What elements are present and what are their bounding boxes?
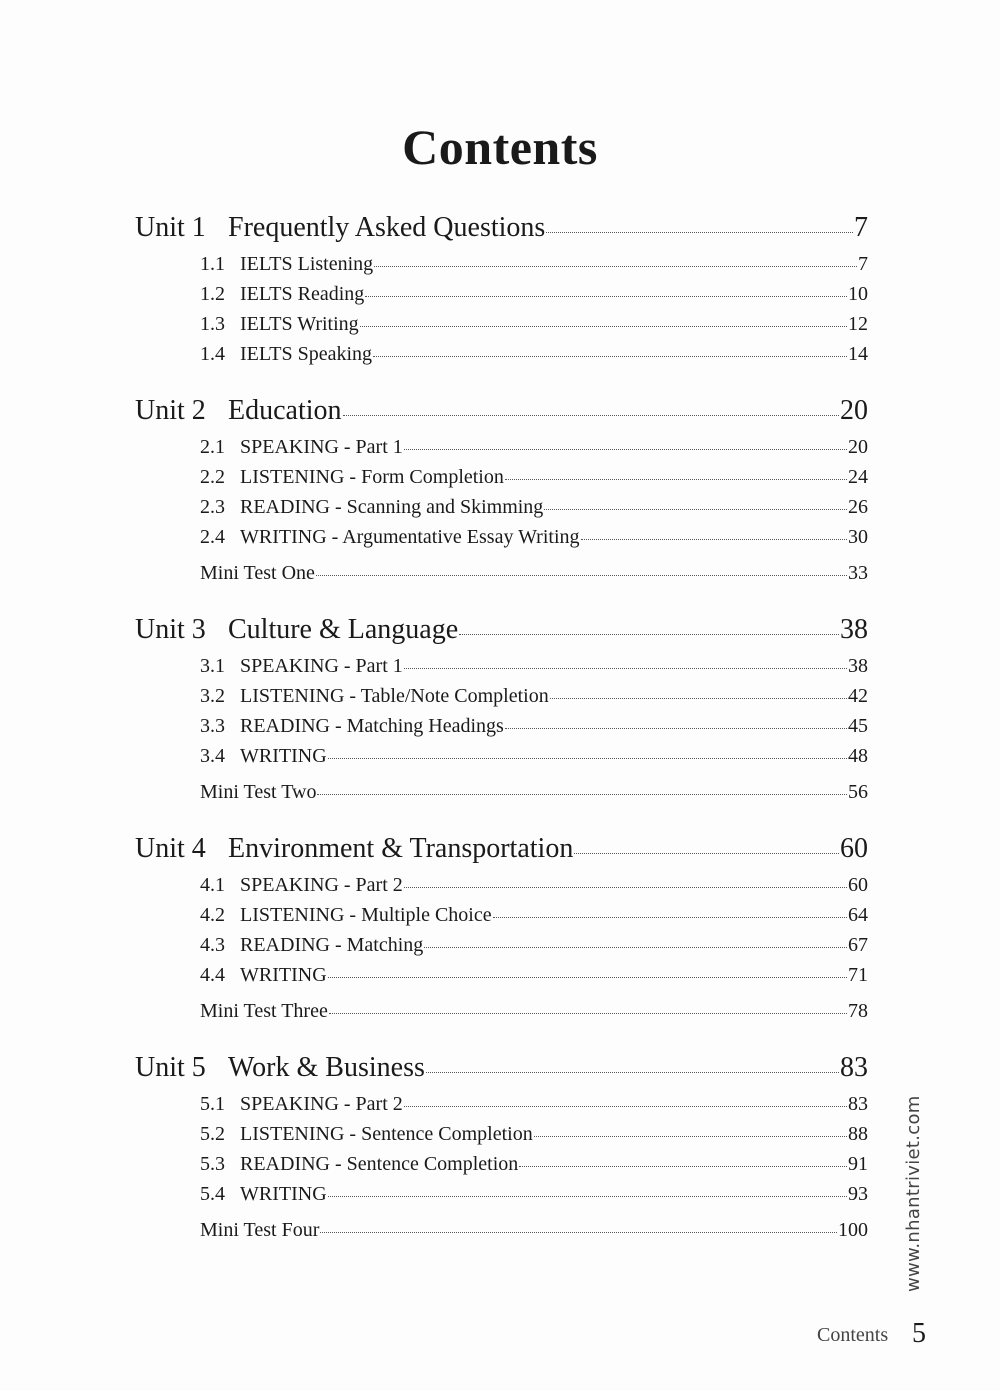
toc-entry[interactable] [200,466,868,496]
page-number: 67 [848,934,868,956]
dot-leader [343,415,839,416]
section-number: 1.3 [200,313,225,335]
toc-entry[interactable] [200,904,868,934]
page-number: 38 [848,655,868,677]
section-title: LISTENING - Table/Note Completion [240,685,549,707]
section-number: 3.2 [200,685,225,707]
unit-heading[interactable] [135,395,868,436]
unit-4 [135,833,868,1030]
dot-leader [534,1136,847,1137]
section-title: WRITING [240,1183,327,1205]
unit-heading[interactable] [135,614,868,655]
section-title: READING - Scanning and Skimming [240,496,544,518]
unit-number: Unit 5 [135,1052,206,1083]
toc-entry[interactable] [200,1153,868,1183]
dot-leader [550,698,847,699]
toc-entry[interactable] [200,874,868,904]
unit-2 [135,395,868,592]
dot-leader [493,917,847,918]
section-number: 4.2 [200,904,225,926]
mini-test-title: Mini Test One [200,562,315,584]
section-number: 2.3 [200,496,225,518]
page-number: 78 [848,1000,868,1022]
page-number: 93 [848,1183,868,1205]
section-title: SPEAKING - Part 2 [240,1093,403,1115]
mini-test-title: Mini Test Four [200,1219,320,1241]
dot-leader [505,728,847,729]
section-title: IELTS Reading [240,283,365,305]
unit-title: Environment & Transportation [228,833,574,864]
unit-title: Education [228,395,342,426]
section-title: SPEAKING - Part 2 [240,874,403,896]
section-number: 5.1 [200,1093,225,1115]
mini-test-title: Mini Test Two [200,781,317,803]
unit-number: Unit 2 [135,395,206,426]
unit-number: Unit 4 [135,833,206,864]
page-number: 88 [848,1123,868,1145]
toc-entry[interactable] [200,526,868,556]
unit-1 [135,212,868,373]
dot-leader [329,1013,847,1014]
dot-leader [581,539,847,540]
dot-leader [546,232,853,233]
toc-entry[interactable] [200,1183,868,1213]
toc-entry[interactable] [200,964,868,994]
dot-leader [328,1196,847,1197]
dot-leader [374,266,857,267]
dot-leader [426,1072,839,1073]
toc-entry[interactable] [200,715,868,745]
page-number: 83 [840,1052,868,1083]
footer-section-label: Contents [817,1324,889,1346]
page-number: 26 [848,496,868,518]
unit-heading[interactable] [135,212,868,253]
section-number: 3.1 [200,655,225,677]
section-title: SPEAKING - Part 1 [240,655,403,677]
unit-number: Unit 1 [135,212,206,243]
dot-leader [365,296,847,297]
dot-leader [574,853,839,854]
section-number: 2.2 [200,466,225,488]
section-title: LISTENING - Multiple Choice [240,904,492,926]
dot-leader [328,977,847,978]
mini-test-entry[interactable] [200,562,868,592]
section-number: 1.1 [200,253,225,275]
page-number: 56 [848,781,868,803]
dot-leader [316,575,847,576]
dot-leader [544,509,847,510]
table-of-contents [135,212,868,1271]
section-title: IELTS Writing [240,313,359,335]
toc-entry[interactable] [200,343,868,373]
page-number: 7 [858,253,868,275]
page-number: 71 [848,964,868,986]
page-number: 60 [848,874,868,896]
toc-entry[interactable] [200,934,868,964]
page-number: 14 [848,343,868,365]
section-number: 4.3 [200,934,225,956]
section-title: WRITING [240,964,327,986]
unit-heading[interactable] [135,1052,868,1093]
dot-leader [519,1166,847,1167]
dot-leader [459,634,839,635]
toc-entry[interactable] [200,655,868,685]
toc-entry[interactable] [200,745,868,775]
page-number: 48 [848,745,868,767]
section-number: 2.1 [200,436,225,458]
dot-leader [404,449,847,450]
page-number: 30 [848,526,868,548]
section-number: 4.1 [200,874,225,896]
unit-title: Frequently Asked Questions [228,212,546,243]
toc-entry[interactable] [200,436,868,466]
unit-5 [135,1052,868,1249]
dot-leader [505,479,847,480]
page-number: 100 [838,1219,868,1241]
page-title: Contents [402,119,598,175]
section-title: WRITING [240,745,327,767]
page-number: 91 [848,1153,868,1175]
page-number: 42 [848,685,868,707]
unit-number: Unit 3 [135,614,206,645]
page-number: 38 [840,614,868,645]
dot-leader [404,668,847,669]
toc-entry[interactable] [200,1123,868,1153]
unit-3 [135,614,868,811]
mini-test-entry[interactable] [200,1000,868,1030]
page-number: 64 [848,904,868,926]
mini-test-entry[interactable] [200,781,868,811]
section-title: READING - Matching Headings [240,715,504,737]
page-number: 20 [848,436,868,458]
section-number: 1.2 [200,283,225,305]
section-title: READING - Matching [240,934,424,956]
page-number: 83 [848,1093,868,1115]
section-title: IELTS Speaking [240,343,373,365]
section-number: 3.3 [200,715,225,737]
toc-entry[interactable] [200,283,868,313]
dot-leader [404,1106,847,1107]
section-number: 4.4 [200,964,225,986]
mini-test-title: Mini Test Three [200,1000,328,1022]
section-number: 5.3 [200,1153,225,1175]
unit-title: Culture & Language [228,614,459,645]
section-title: LISTENING - Sentence Completion [240,1123,533,1145]
section-number: 5.2 [200,1123,225,1145]
dot-leader [360,326,847,327]
unit-heading[interactable] [135,833,868,874]
section-title: IELTS Listening [240,253,374,275]
toc-entry[interactable] [200,685,868,715]
mini-test-entry[interactable] [200,1219,868,1249]
page-number: 20 [840,395,868,426]
unit-title: Work & Business [228,1052,425,1083]
section-title: SPEAKING - Part 1 [240,436,403,458]
dot-leader [320,1232,837,1233]
page-number: 7 [854,212,868,243]
watermark-url: www.nhantriviet.com [903,1095,924,1292]
footer-page-number: 5 [912,1318,926,1349]
page-number: 12 [848,313,868,335]
section-title: WRITING - Argumentative Essay Writing [240,526,580,548]
dot-leader [424,947,847,948]
section-number: 1.4 [200,343,225,365]
page-number: 10 [848,283,868,305]
section-title: READING - Sentence Completion [240,1153,519,1175]
page-number: 33 [848,562,868,584]
toc-entry[interactable] [200,496,868,526]
toc-entry[interactable] [200,1093,868,1123]
dot-leader [328,758,847,759]
page-number: 24 [848,466,868,488]
toc-entry[interactable] [200,313,868,343]
section-number: 2.4 [200,526,225,548]
toc-entry[interactable] [200,253,868,283]
page-number: 45 [848,715,868,737]
page-number: 60 [840,833,868,864]
dot-leader [317,794,847,795]
section-number: 5.4 [200,1183,225,1205]
dot-leader [404,887,847,888]
dot-leader [373,356,847,357]
section-number: 3.4 [200,745,225,767]
section-title: LISTENING - Form Completion [240,466,504,488]
